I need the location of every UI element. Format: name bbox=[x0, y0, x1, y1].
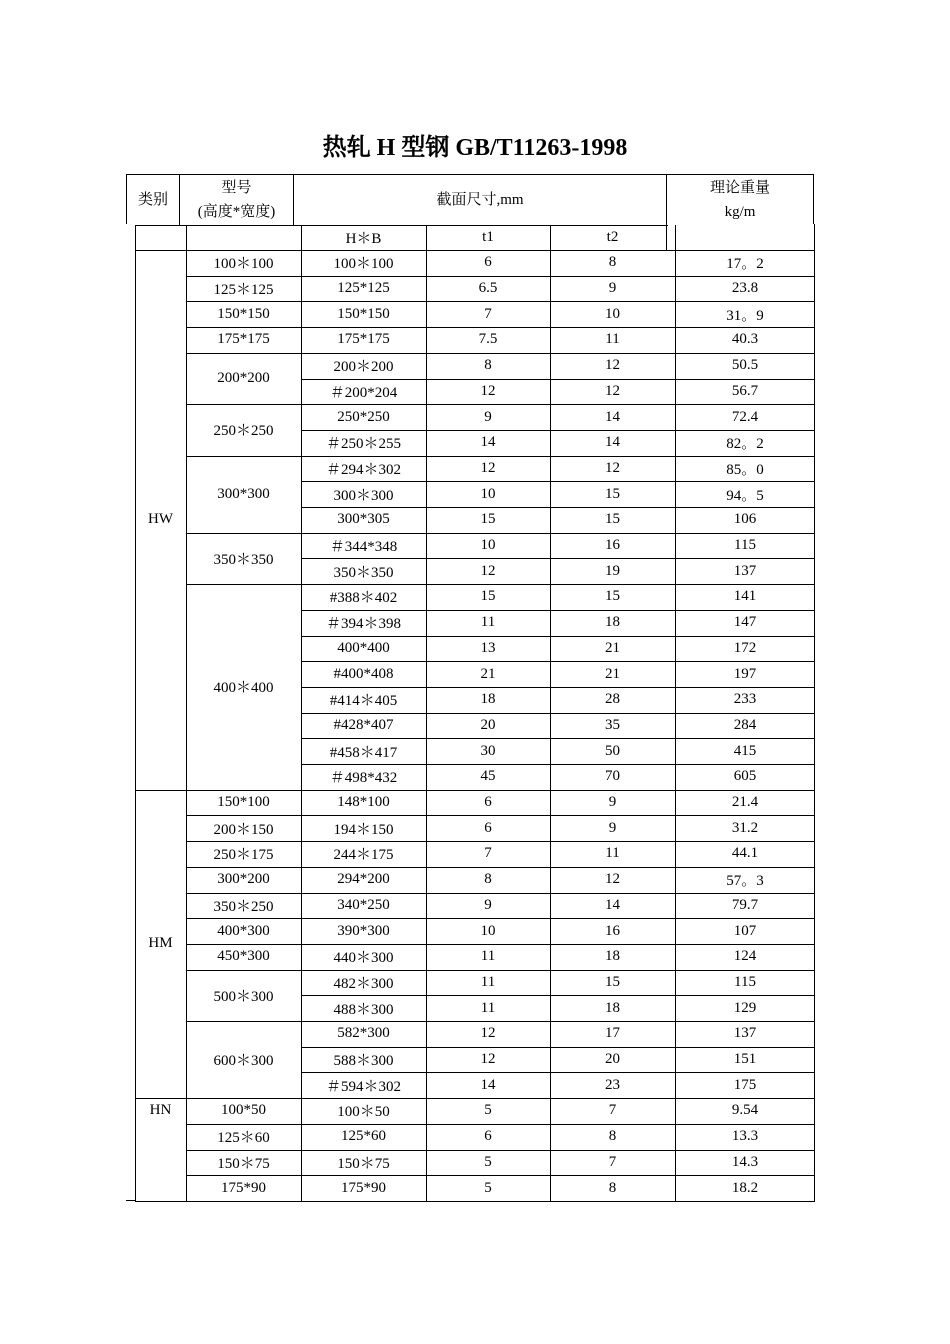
table-header bbox=[126, 174, 814, 224]
model-rule bbox=[186, 970, 301, 971]
cell-category: HW bbox=[148, 511, 173, 528]
cell-hb: 300＊300 bbox=[333, 487, 394, 504]
row-rule bbox=[301, 1072, 815, 1073]
cell-weight: 79.7 bbox=[731, 896, 759, 913]
cell-t2: 7 bbox=[608, 1153, 617, 1170]
cell-t2: 18 bbox=[605, 999, 620, 1016]
cell-t1: 15 bbox=[480, 588, 496, 605]
cell-t2: 7 bbox=[608, 1102, 617, 1119]
cell-t2: 8 bbox=[608, 1179, 617, 1196]
cell-t2: 16 bbox=[605, 922, 620, 939]
cell-model: 125＊60 bbox=[217, 1130, 270, 1147]
cell-hb: ＃200*204 bbox=[329, 384, 398, 401]
cell-weight: 147 bbox=[733, 614, 757, 631]
cell-hb: ＃394＊398 bbox=[325, 616, 401, 633]
cell-t2: 15 bbox=[605, 485, 620, 502]
cell-hb: 588＊300 bbox=[333, 1053, 394, 1070]
cell-model: 150*150 bbox=[217, 305, 270, 322]
cell-t2: 15 bbox=[605, 973, 620, 990]
row-rule bbox=[301, 584, 815, 585]
cell-t2: 14 bbox=[605, 434, 620, 451]
cell-model: 125＊125 bbox=[213, 282, 274, 299]
cell-hb: ＃294＊302 bbox=[325, 461, 401, 478]
row-rule bbox=[301, 507, 815, 508]
cell-weight: 18.2 bbox=[731, 1179, 759, 1196]
cell-t2: 12 bbox=[605, 357, 620, 374]
row-rule bbox=[301, 353, 815, 354]
row-rule bbox=[301, 1150, 815, 1151]
cell-t1: 10 bbox=[480, 485, 496, 502]
cell-weight: 17。2 bbox=[726, 256, 764, 273]
cell-weight: 137 bbox=[733, 562, 757, 579]
cell-t2: 50 bbox=[605, 742, 620, 759]
cell-weight: 151 bbox=[733, 1051, 757, 1068]
cell-t2: 9 bbox=[608, 819, 617, 836]
row-rule bbox=[301, 1098, 815, 1099]
cell-category: HM bbox=[148, 935, 173, 952]
model-rule bbox=[186, 1021, 301, 1022]
subheader-divider bbox=[426, 225, 427, 250]
cell-t1: 11 bbox=[480, 948, 496, 965]
cell-weight: 31。9 bbox=[726, 307, 764, 324]
row-rule bbox=[301, 764, 815, 765]
cell-weight: 107 bbox=[733, 922, 757, 939]
cell-t1: 6.5 bbox=[478, 280, 498, 297]
cell-weight: 13.3 bbox=[731, 1128, 759, 1145]
cell-weight: 284 bbox=[733, 716, 757, 733]
model-rule bbox=[186, 584, 301, 585]
cell-model: 300*300 bbox=[217, 485, 270, 502]
cell-t1: 15 bbox=[480, 511, 496, 528]
cell-hb: #414＊405 bbox=[329, 693, 398, 710]
cell-t2: 8 bbox=[608, 254, 617, 271]
table-bottom-rule bbox=[135, 1201, 815, 1202]
header-t2: t2 bbox=[606, 229, 619, 245]
cell-t1: 6 bbox=[484, 819, 492, 836]
cell-hb: 150＊75 bbox=[337, 1155, 390, 1172]
cell-hb: 125*125 bbox=[337, 280, 390, 297]
cell-model: 350＊250 bbox=[213, 898, 274, 915]
model-rule bbox=[186, 301, 301, 302]
cell-weight: 137 bbox=[733, 1025, 757, 1042]
subheader-divider bbox=[814, 224, 815, 251]
cell-t2: 20 bbox=[605, 1051, 620, 1068]
subheader-divider bbox=[666, 225, 667, 250]
cell-t2: 11 bbox=[605, 845, 620, 862]
cell-t1: 30 bbox=[480, 742, 496, 759]
cell-t1: 45 bbox=[480, 768, 496, 785]
row-rule bbox=[301, 944, 815, 945]
cell-weight: 197 bbox=[733, 665, 757, 682]
cell-model: 400＊400 bbox=[213, 680, 274, 697]
cell-hb: ＃250＊255 bbox=[325, 436, 401, 453]
cell-model: 150*100 bbox=[217, 794, 270, 811]
cell-t1: 7 bbox=[484, 845, 492, 862]
column-rule bbox=[675, 250, 676, 1201]
cell-hb: #458＊417 bbox=[329, 744, 398, 761]
cell-t2: 11 bbox=[605, 331, 620, 348]
cell-weight: 9.54 bbox=[731, 1102, 759, 1119]
cell-model: 200＊150 bbox=[213, 821, 274, 838]
model-rule bbox=[186, 276, 301, 277]
group-rule bbox=[135, 790, 186, 791]
cell-weight: 172 bbox=[733, 639, 757, 656]
cell-t1: 5 bbox=[484, 1102, 492, 1119]
column-rule bbox=[186, 250, 187, 1201]
cell-weight: 115 bbox=[734, 537, 756, 554]
cell-model: 200*200 bbox=[217, 369, 270, 386]
cell-weight: 175 bbox=[733, 1076, 757, 1093]
cell-hb: 175*90 bbox=[341, 1179, 386, 1196]
model-rule bbox=[186, 456, 301, 457]
cell-t2: 35 bbox=[605, 716, 620, 733]
row-rule bbox=[301, 327, 815, 328]
row-rule bbox=[301, 430, 815, 431]
cell-hb: #400*408 bbox=[333, 665, 394, 682]
cell-t2: 18 bbox=[605, 614, 620, 631]
cell-weight: 605 bbox=[733, 768, 757, 785]
cell-t1: 14 bbox=[480, 434, 496, 451]
group-rule bbox=[135, 250, 186, 251]
model-rule bbox=[186, 404, 301, 405]
row-rule bbox=[301, 558, 815, 559]
model-rule bbox=[186, 841, 301, 842]
cell-t1: 12 bbox=[480, 1025, 496, 1042]
row-rule bbox=[301, 661, 815, 662]
model-rule bbox=[186, 1150, 301, 1151]
header-model bbox=[180, 175, 293, 225]
cell-model: 500＊300 bbox=[213, 988, 274, 1005]
model-rule bbox=[186, 533, 301, 534]
cell-weight: 124 bbox=[733, 948, 757, 965]
cell-model: 300*200 bbox=[217, 871, 270, 888]
cell-t2: 21 bbox=[605, 639, 620, 656]
row-rule bbox=[301, 610, 815, 611]
model-rule bbox=[186, 250, 301, 251]
cell-weight: 129 bbox=[733, 999, 757, 1016]
cell-t1: 12 bbox=[480, 459, 496, 476]
cell-model: 175*175 bbox=[217, 331, 270, 348]
row-rule bbox=[301, 1124, 815, 1125]
cell-t2: 15 bbox=[605, 588, 620, 605]
cell-hb: 200＊200 bbox=[333, 359, 394, 376]
cell-t1: 14 bbox=[480, 1076, 496, 1093]
cell-t1: 18 bbox=[480, 691, 496, 708]
cell-hb: 294*200 bbox=[337, 871, 390, 888]
header-model-line2: (高度*宽度) bbox=[197, 204, 276, 220]
row-rule bbox=[301, 893, 815, 894]
cell-t1: 21 bbox=[480, 665, 496, 682]
row-rule bbox=[301, 533, 815, 534]
cell-hb: #428*407 bbox=[333, 716, 394, 733]
model-rule bbox=[186, 327, 301, 328]
cell-t2: 28 bbox=[605, 691, 620, 708]
header-category: 类别 bbox=[137, 192, 168, 208]
cell-hb: 340*250 bbox=[337, 896, 390, 913]
cell-model: 150＊75 bbox=[217, 1155, 270, 1172]
cell-t2: 17 bbox=[605, 1025, 620, 1042]
header-model-line1: 型号 bbox=[221, 180, 252, 196]
cell-weight: 50.5 bbox=[731, 357, 759, 374]
cell-t1: 5 bbox=[484, 1153, 492, 1170]
cell-t2: 9 bbox=[608, 794, 617, 811]
column-rule bbox=[135, 250, 136, 1201]
row-rule bbox=[301, 713, 815, 714]
cell-t1: 9 bbox=[484, 408, 492, 425]
cell-t1: 5 bbox=[484, 1179, 492, 1196]
model-rule bbox=[186, 918, 301, 919]
cell-model: 350＊350 bbox=[213, 551, 274, 568]
cell-weight: 72.4 bbox=[731, 408, 759, 425]
cell-weight: 14.3 bbox=[731, 1153, 759, 1170]
row-rule bbox=[301, 790, 815, 791]
cell-t1: 10 bbox=[480, 922, 496, 939]
subheader-divider bbox=[186, 225, 187, 250]
row-rule bbox=[301, 276, 815, 277]
group-rule bbox=[135, 1098, 186, 1099]
model-rule bbox=[186, 1175, 301, 1176]
row-rule bbox=[301, 481, 815, 482]
cell-hb: 194＊150 bbox=[333, 821, 394, 838]
row-rule bbox=[301, 301, 815, 302]
row-rule bbox=[301, 456, 815, 457]
row-rule bbox=[301, 738, 815, 739]
cell-hb: 400*400 bbox=[337, 639, 390, 656]
cell-t1: 9 bbox=[484, 896, 492, 913]
row-rule bbox=[301, 687, 815, 688]
cell-weight: 106 bbox=[733, 511, 757, 528]
row-rule bbox=[301, 841, 815, 842]
cell-hb: ＃344*348 bbox=[329, 539, 398, 556]
cell-hb: ＃594＊302 bbox=[325, 1078, 401, 1095]
cell-t2: 8 bbox=[608, 1128, 617, 1145]
cell-model: 450*300 bbox=[217, 948, 270, 965]
subheader-top-rule bbox=[135, 225, 668, 226]
cell-weight: 82。2 bbox=[726, 436, 764, 453]
cell-hb: ＃498*432 bbox=[329, 770, 398, 787]
header-weight bbox=[667, 175, 813, 225]
cell-weight: 31.2 bbox=[731, 819, 759, 836]
cell-weight: 115 bbox=[734, 973, 756, 990]
cell-t1: 13 bbox=[480, 639, 496, 656]
header-section: 截面尺寸,mm bbox=[436, 192, 524, 208]
cell-t2: 23 bbox=[605, 1076, 620, 1093]
subheader-divider bbox=[550, 225, 551, 250]
cell-hb: 482＊300 bbox=[333, 975, 394, 992]
cell-t1: 7.5 bbox=[478, 331, 498, 348]
model-rule bbox=[186, 790, 301, 791]
cell-t1: 8 bbox=[484, 871, 492, 888]
row-rule bbox=[301, 867, 815, 868]
row-rule bbox=[301, 1047, 815, 1048]
cell-hb: 244＊175 bbox=[333, 847, 394, 864]
cell-hb: 350＊350 bbox=[333, 564, 394, 581]
cell-hb: 440＊300 bbox=[333, 950, 394, 967]
cell-weight: 233 bbox=[733, 691, 757, 708]
cell-t2: 12 bbox=[605, 459, 620, 476]
cell-weight: 44.1 bbox=[731, 845, 759, 862]
cell-t2: 70 bbox=[605, 768, 620, 785]
cell-model: 600＊300 bbox=[213, 1053, 274, 1070]
cell-t1: 12 bbox=[480, 1051, 496, 1068]
cell-t1: 7 bbox=[484, 305, 492, 322]
cell-weight: 94。5 bbox=[726, 487, 764, 504]
cell-weight: 23.8 bbox=[731, 280, 759, 297]
cell-t2: 16 bbox=[605, 537, 620, 554]
cell-t1: 20 bbox=[480, 716, 496, 733]
cell-t2: 12 bbox=[605, 871, 620, 888]
cell-hb: #388＊402 bbox=[329, 590, 398, 607]
model-rule bbox=[186, 1098, 301, 1099]
row-rule bbox=[301, 1175, 815, 1176]
cell-hb: 250*250 bbox=[337, 408, 390, 425]
row-rule bbox=[301, 636, 815, 637]
header-weight-line2: kg/m bbox=[724, 204, 756, 220]
subheader-divider bbox=[135, 225, 136, 250]
row-rule bbox=[301, 815, 815, 816]
cell-t2: 12 bbox=[605, 382, 620, 399]
column-rule bbox=[814, 250, 815, 1201]
cell-model: 175*90 bbox=[221, 1179, 266, 1196]
cell-weight: 40.3 bbox=[731, 331, 759, 348]
cell-t2: 19 bbox=[605, 562, 620, 579]
cell-t1: 11 bbox=[480, 999, 496, 1016]
cell-category: HN bbox=[149, 1102, 172, 1119]
cell-weight: 141 bbox=[733, 588, 757, 605]
cell-hb: 390*300 bbox=[337, 922, 390, 939]
cell-hb: 300*305 bbox=[337, 511, 390, 528]
cell-hb: 582*300 bbox=[337, 1025, 390, 1042]
model-rule bbox=[186, 353, 301, 354]
cell-t2: 9 bbox=[608, 280, 617, 297]
cell-model: 100*50 bbox=[221, 1102, 266, 1119]
cell-hb: 125*60 bbox=[341, 1128, 386, 1145]
cell-model: 400*300 bbox=[217, 922, 270, 939]
cell-t1: 6 bbox=[484, 1128, 492, 1145]
model-rule bbox=[186, 867, 301, 868]
cell-model: 100＊100 bbox=[213, 256, 274, 273]
subheader-divider bbox=[675, 225, 676, 250]
model-rule bbox=[186, 815, 301, 816]
cell-hb: 175*175 bbox=[337, 331, 390, 348]
cell-t1: 6 bbox=[484, 254, 492, 271]
row-rule bbox=[301, 379, 815, 380]
model-rule bbox=[186, 893, 301, 894]
cell-weight: 415 bbox=[733, 742, 757, 759]
cell-t1: 11 bbox=[480, 614, 496, 631]
cell-t1: 11 bbox=[480, 973, 496, 990]
cell-weight: 57。3 bbox=[726, 873, 764, 890]
column-rule bbox=[301, 250, 302, 1201]
model-rule bbox=[186, 944, 301, 945]
header-t1: t1 bbox=[482, 229, 494, 245]
cell-hb: 100＊50 bbox=[337, 1104, 390, 1121]
cell-t2: 15 bbox=[605, 511, 620, 528]
cell-t2: 21 bbox=[605, 665, 620, 682]
row-rule bbox=[301, 995, 815, 996]
cell-t1: 12 bbox=[480, 382, 496, 399]
column-rule bbox=[550, 250, 551, 1201]
cell-hb: 150*150 bbox=[337, 305, 390, 322]
row-rule bbox=[301, 970, 815, 971]
row-rule bbox=[301, 918, 815, 919]
row-rule bbox=[301, 404, 815, 405]
cell-hb: 488＊300 bbox=[333, 1001, 394, 1018]
header-weight-line1: 理论重量 bbox=[709, 180, 770, 196]
cell-t2: 14 bbox=[605, 408, 620, 425]
subheader-divider bbox=[301, 225, 302, 250]
cell-t1: 10 bbox=[480, 537, 496, 554]
cell-weight: 21.4 bbox=[731, 794, 759, 811]
cell-model: 250＊250 bbox=[213, 423, 274, 440]
cell-t2: 10 bbox=[605, 305, 620, 322]
column-rule bbox=[426, 250, 427, 1201]
cell-model: 250＊175 bbox=[213, 847, 274, 864]
model-rule bbox=[186, 1124, 301, 1125]
cell-t2: 18 bbox=[605, 948, 620, 965]
cell-t1: 8 bbox=[484, 357, 492, 374]
header-hb: H＊B bbox=[345, 231, 382, 247]
table-corner-mark bbox=[126, 1200, 135, 1201]
page-title: 热轧 H 型钢 GB/T11263-1998 bbox=[322, 135, 628, 161]
cell-weight: 56.7 bbox=[731, 382, 759, 399]
cell-t1: 6 bbox=[484, 794, 492, 811]
cell-hb: 100＊100 bbox=[333, 256, 394, 273]
cell-hb: 148*100 bbox=[337, 794, 390, 811]
row-rule bbox=[301, 250, 815, 251]
row-rule bbox=[301, 1021, 815, 1022]
cell-weight: 85。0 bbox=[726, 461, 764, 478]
cell-t1: 12 bbox=[480, 562, 496, 579]
cell-t2: 14 bbox=[605, 896, 620, 913]
